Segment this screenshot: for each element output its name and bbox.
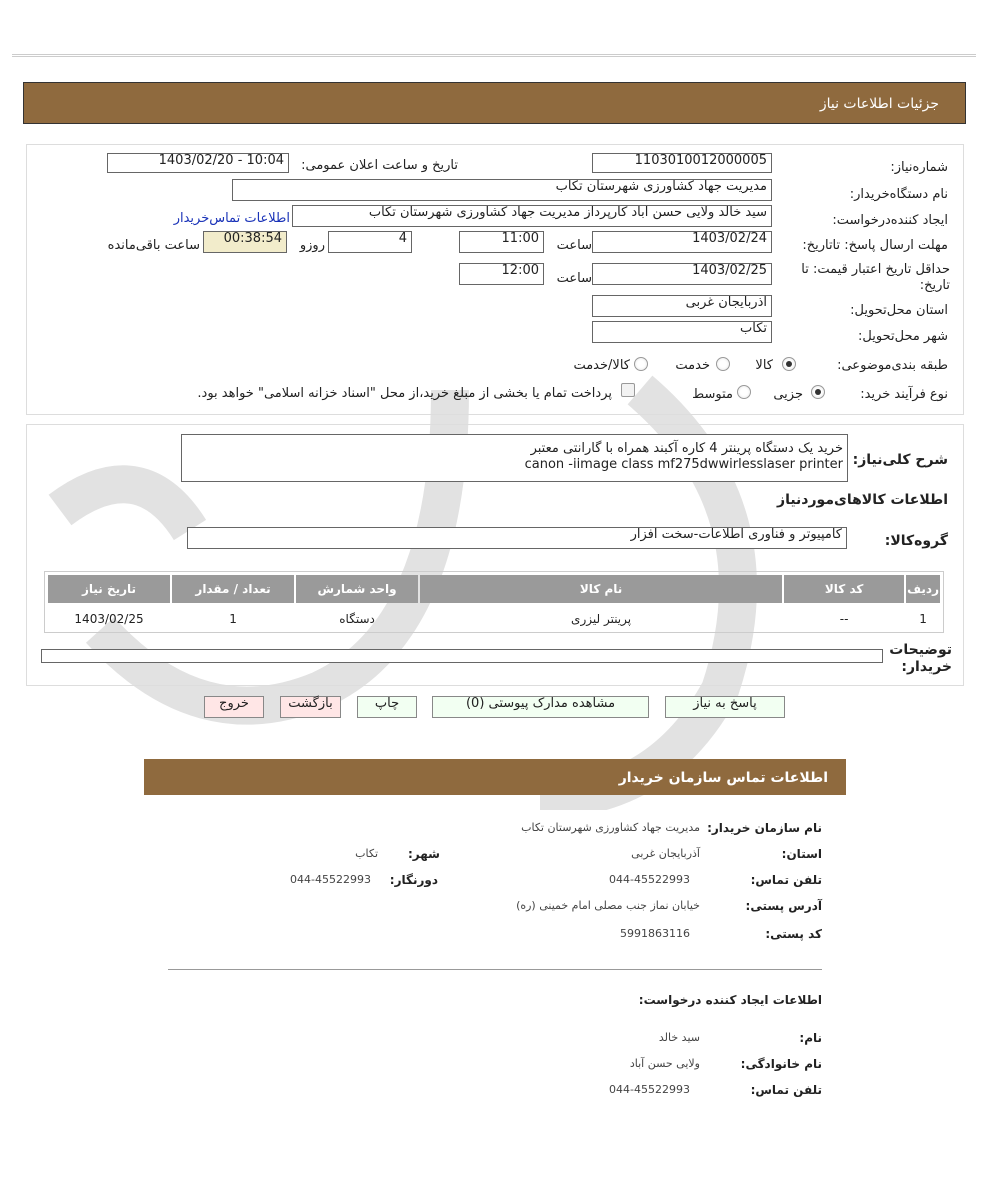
creator-label: ایجاد کننده‌درخواست: [832,213,948,228]
creator-info-title: اطلاعات ایجاد کننده درخواست: [638,993,822,1007]
page-header [23,82,966,124]
contact-divider [168,969,822,970]
validity-time-field: 12:00 [459,263,544,285]
city-field: تکاب [592,321,772,343]
col-name: نام کالا [420,575,782,603]
buyer-org-label: نام دستگاه‌خریدار: [849,187,948,202]
cell-qty: 1 [229,612,237,626]
buyer-notes-field [41,649,883,663]
goods-table-header [48,575,940,603]
description-field [181,434,848,482]
creator-phone-label: تلفن تماس: [750,1083,822,1097]
print-button[interactable]: چاپ [357,696,417,718]
category-service-label: خدمت [675,358,710,373]
category-both-radio[interactable] [634,357,648,371]
deadline-time-field: 11:00 [459,231,544,253]
validity-date-field: 1403/02/25 [592,263,772,285]
contact-phone-label: تلفن تماس: [750,873,822,887]
category-goods-label: کالا [755,358,773,373]
process-minor-label: جزیی [773,387,803,402]
deadline-date-field: 1403/02/24 [592,231,772,253]
goods-group-field: کامپیوتر و فناوری اطلاعات-سخت افزار [187,527,847,549]
need-number-label: شماره‌نیاز: [890,160,948,175]
cell-date: 1403/02/25 [74,612,144,626]
col-row: ردیف [906,575,940,603]
cell-row: 1 [919,612,927,626]
goods-group-label: گروه‌کالا: [884,533,948,549]
contact-title: اطلاعات تماس سازمان خریدار [618,770,828,786]
col-date: تاریخ نیاز [48,575,170,603]
days-field: 4 [328,231,412,253]
contact-phone-value: 044-45522993 [609,873,690,886]
buyer-contact-link[interactable]: اطلاعات تماس‌خریدار [173,211,290,226]
contact-address-label: آدرس پستی: [745,899,822,913]
process-minor-radio[interactable] [811,385,825,399]
description-line-2: canon -iimage class mf275dwwirlesslaser printer [524,457,843,472]
contact-postal-label: کد پستی: [765,927,822,941]
creator-field: سید خالد ولایی حسن اباد کارپرداز مدیریت جهاد کشاورزی شهرستان تکاب [292,205,772,227]
treasury-payment-checkbox[interactable] [621,383,635,397]
contact-header [144,759,846,795]
goods-section-title: اطلاعات کالاهای‌موردنیاز [777,492,948,508]
table-row [48,605,940,633]
page-title: جزئیات اطلاعات نیاز [819,96,939,112]
buyer-notes-label: توضیحات خریدار: [889,642,952,675]
deadline-time-label: ساعت [556,238,592,253]
validity-time-label: ساعت [556,271,592,286]
cell-name: پرینتر لیزری [571,612,632,626]
category-both-label: کالا/خدمت [573,358,630,373]
remaining-label: ساعت باقی‌مانده [107,238,200,253]
creator-name-value: سید خالد [658,1031,700,1044]
contact-address-value: خیابان نماز جنب مصلی امام خمینی (ره) [516,899,700,912]
creator-family-value: ولایی حسن آباد [629,1057,700,1070]
creator-name-label: نام: [799,1031,822,1045]
exit-button[interactable]: خروج [204,696,264,718]
col-unit: واحد شمارش [296,575,418,603]
contact-org-label: نام سازمان خریدار: [707,821,822,835]
contact-city-label: شهر: [408,847,440,861]
goods-table [46,573,942,635]
process-medium-label: متوسط [692,387,733,402]
contact-org-value: مدیریت جهاد کشاورزی شهرستان تکاب [521,821,700,834]
contact-postal-value: 5991863116 [620,927,690,940]
remaining-time-field: 00:38:54 [203,231,287,253]
contact-fax-label: دورنگار: [389,873,438,887]
category-goods-radio[interactable] [782,357,796,371]
col-code: کد کالا [784,575,904,603]
announce-label: تاریخ و ساعت اعلان عمومی: [301,158,458,173]
description-label: شرح کلی‌نیاز: [852,452,948,468]
contact-fax-value: 044-45522993 [290,873,371,886]
process-medium-radio[interactable] [737,385,751,399]
reply-button[interactable]: پاسخ به نیاز [665,696,785,718]
contact-province-value: آذربایجان غربی [631,847,700,860]
back-button[interactable]: بازگشت [280,696,341,718]
category-service-radio[interactable] [716,357,730,371]
category-label: طبقه بندی‌موضوعی: [837,358,948,373]
attachments-button[interactable]: مشاهده مدارک پیوستی (0) [432,696,649,718]
description-line-1: خرید یک دستگاه پرینتر 4 کاره آکبند همراه با گارانتی معتبر [530,441,843,456]
days-label: روزو [299,238,325,253]
top-divider [12,54,976,57]
buyer-org-field: مدیریت جهاد کشاورزی شهرستان تکاب [232,179,772,201]
city-label: شهر محل‌تحویل: [858,329,948,344]
contact-province-label: استان: [781,847,822,861]
col-qty: تعداد / مقدار [172,575,294,603]
cell-unit: دستگاه [339,612,375,626]
treasury-payment-note: پرداخت تمام یا بخشی از مبلغ خرید،از محل "اسناد خزانه اسلامی" خواهد بود. [197,386,612,401]
province-label: استان محل‌تحویل: [850,303,948,318]
need-number-field: 1103010012000005 [592,153,772,173]
creator-family-label: نام خانوادگی: [740,1057,822,1071]
creator-phone-value: 044-45522993 [609,1083,690,1096]
announce-field: 1403/02/20 - 10:04 [107,153,289,173]
contact-city-value: تکاب [355,847,378,860]
province-field: آذربایجان غربی [592,295,772,317]
deadline-label: مهلت ارسال پاسخ: تاتاریخ: [802,238,948,253]
process-label: نوع فرآیند خرید: [860,387,948,402]
validity-label: حداقل تاریخ اعتبار قیمت: تا تاریخ: [801,262,950,293]
cell-code: -- [839,612,849,626]
